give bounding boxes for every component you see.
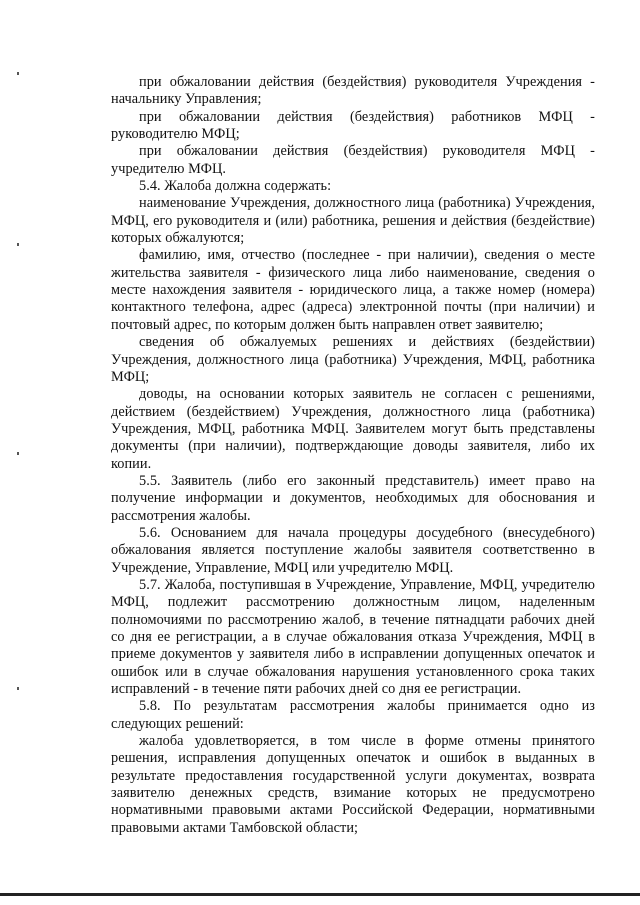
paragraph: жалоба удовлетворяется, в том числе в форме отмены принятого решения, исправления допущенных опечаток и ошибок в выданных в результате предоставления государственной услуги документах, возврата заявителю денежных средств, взимание которых не предусмотрено нормативными правовыми актами Российской Федерации, нормативными правовыми актами Тамбовской области; xyxy=(111,733,595,836)
scan-margin-mark xyxy=(17,452,19,455)
paragraph: 5.6. Основанием для начала процедуры досудебного (внесудебного) обжалования является поступление жалобы заявителя соответственно в Учреждение, Управление, МФЦ или учредителю МФЦ. xyxy=(111,524,595,576)
paragraph: доводы, на основании которых заявитель не согласен с решениями, действием (бездействием) Учреждения, должностного лица (работника) Учреждения, МФЦ, работника МФЦ. Заявителем могут быть представлены документы (при наличии), подтверждающие доводы заявителя, либо их копии. xyxy=(111,386,595,472)
paragraph: 5.7. Жалоба, поступившая в Учреждение, Управление, МФЦ, учредителю МФЦ, подлежит рассмотрению должностным лицом, наделенным полномочиями по рассмотрению жалоб, в течение пятнадцати рабочих дней со дня ее регистрации, а в случае обжалования отказа Учреждения, МФЦ в приеме документов у заявителя либо в исправлении допущенных опечаток и ошибок или в случае обжалования нарушения установленного срока таких исправлений - в течение пяти рабочих дней со дня ее регистрации. xyxy=(111,576,595,698)
paragraph: 5.5. Заявитель (либо его законный представитель) имеет право на получение информации и документов, необходимых для обоснования и рассмотрения жалобы. xyxy=(111,472,595,524)
scan-margin-mark xyxy=(17,243,19,246)
scan-margin-mark xyxy=(17,687,19,690)
paragraph: при обжаловании действия (бездействия) работников МФЦ - руководителю МФЦ; xyxy=(111,108,595,143)
scan-margin-mark xyxy=(17,72,19,75)
paragraph: наименование Учреждения, должностного лица (работника) Учреждения, МФЦ, его руководителя и (или) работника, решения и действия (бездействие) которых обжалуются; xyxy=(111,195,595,247)
paragraph: при обжаловании действия (бездействия) руководителя Учреждения - начальнику Управления; xyxy=(111,74,595,108)
scan-bottom-edge xyxy=(0,893,640,896)
paragraph: 5.4. Жалоба должна содержать: xyxy=(139,178,332,195)
paragraph: 5.8. По результатам рассмотрения жалобы принимается одно из следующих решений: xyxy=(111,698,595,732)
document-body xyxy=(111,74,595,837)
paragraph: сведения об обжалуемых решениях и действиях (бездействии) Учреждения, должностного лица (работника) Учреждения, МФЦ, работника МФЦ; xyxy=(111,334,595,385)
paragraph: при обжаловании действия (бездействия) руководителя МФЦ - учредителю МФЦ. xyxy=(111,143,595,177)
paragraph: фамилию, имя, отчество (последнее - при наличии), сведения о месте жительства заявителя - физического лица либо наименование, сведения о месте нахождения заявителя - юридического лица, а также номер (номера) контактного телефона, адрес (адреса) электронной почты (при наличии) и почтовый адрес, по которым должен быть направлен ответ заявителю; xyxy=(111,247,595,333)
